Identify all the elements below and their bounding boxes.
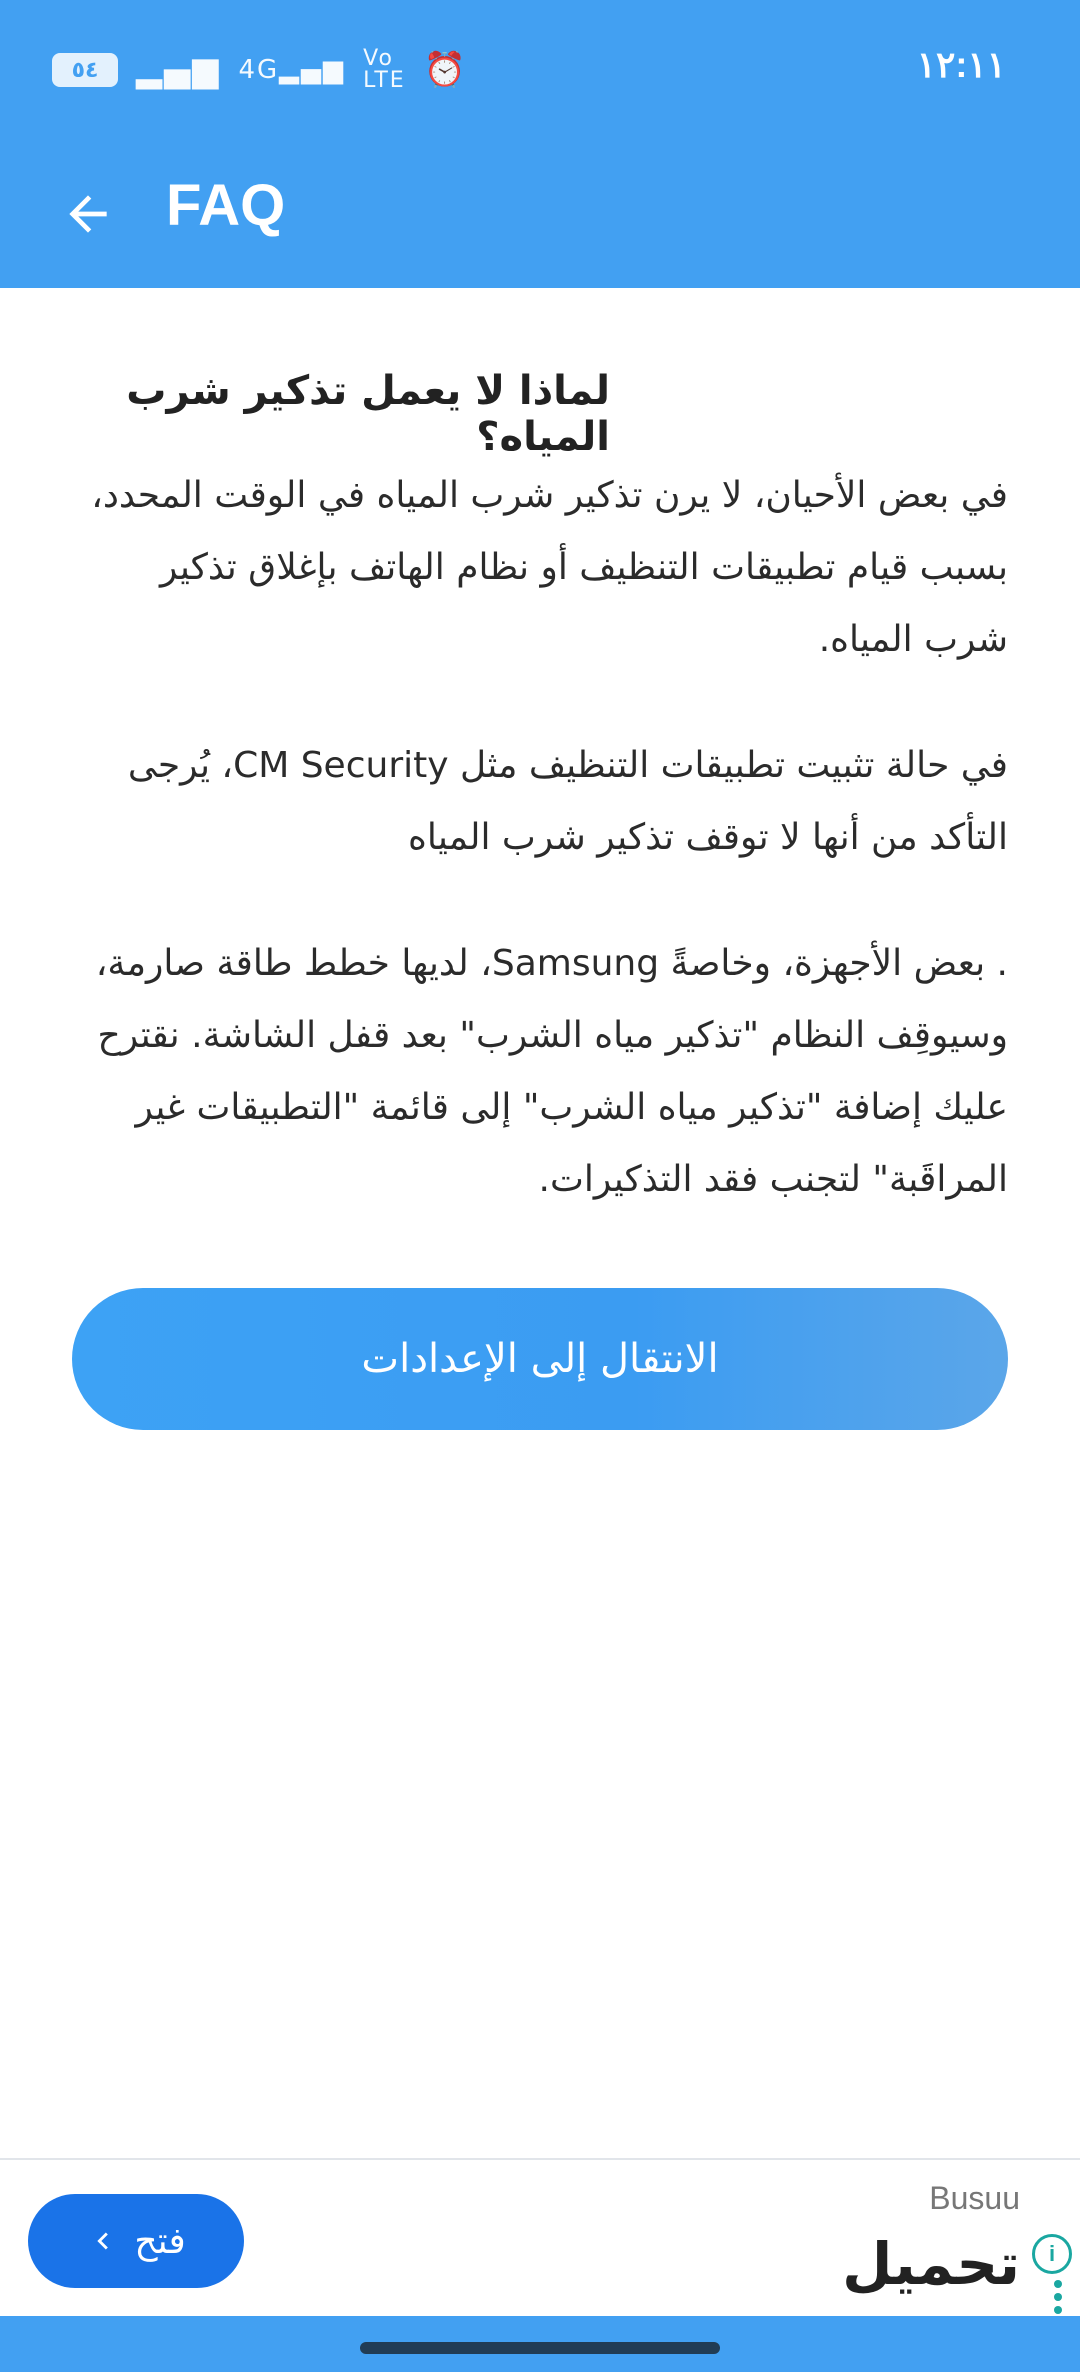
ad-brand: Busuu xyxy=(929,2180,1020,2216)
go-to-settings-button[interactable] xyxy=(72,1288,1008,1430)
back-button[interactable] xyxy=(52,178,124,250)
info-icon[interactable]: i xyxy=(1032,2234,1072,2274)
status-bar xyxy=(0,0,1080,140)
go-to-settings-label: الانتقال إلى الإعدادات xyxy=(361,1336,719,1382)
ad-banner[interactable] xyxy=(0,2158,1080,2318)
more-dot xyxy=(1054,2280,1062,2288)
battery-level: ٥٤ xyxy=(71,57,99,83)
more-dot xyxy=(1054,2306,1062,2314)
faq-paragraph-3: . بعض الأجهزة، وخاصةً Samsung، لديها خطط طاقة صارمة، وسيوقِف النظام "تذكير مياه الشرب" بعد قفل الشاشة. نقترح عليك إضافة "تذكير مياه الشرب" إلى قائمة "التطبيقات غير المراقَبة" لتجنب فقد التذكيرات. xyxy=(95,943,1008,1200)
app-bar xyxy=(0,140,1080,288)
4g-signal-icon: 4G▂▄▆ xyxy=(238,55,346,85)
ad-open-button[interactable] xyxy=(28,2194,244,2288)
more-vert-icon[interactable] xyxy=(1054,2280,1062,2314)
battery-icon xyxy=(52,53,118,87)
system-nav-bar xyxy=(0,2316,1080,2372)
alarm-icon: ⏰ xyxy=(423,50,469,90)
volte-icon: Vo LTE xyxy=(363,46,406,93)
status-icons xyxy=(52,48,468,92)
top-bar xyxy=(0,0,1080,288)
arrow-left-icon xyxy=(60,186,116,242)
faq-paragraph-2: في حالة تثبيت تطبيقات التنظيف مثل CM Security، يُرجى التأكد من أنها لا توقف تذكير شرب المياه xyxy=(127,745,1008,858)
page-title: FAQ xyxy=(166,173,286,238)
home-indicator[interactable] xyxy=(360,2342,720,2354)
signal-icon: ▂▄▆ xyxy=(136,50,221,90)
ad-cta[interactable]: تحميل xyxy=(842,2230,1020,2298)
chevron-left-icon xyxy=(86,2224,120,2258)
more-dot xyxy=(1054,2293,1062,2301)
ad-open-label: فتح xyxy=(134,2220,186,2262)
faq-question: لماذا لا يعمل تذكير شرب المياه؟ xyxy=(126,368,610,460)
status-time: ١٢:١١ xyxy=(916,44,1006,85)
faq-paragraph-1: في بعض الأحيان، لا يرن تذكير شرب المياه في الوقت المحدد، بسبب قيام تطبيقات التنظيف أو نظام الهاتف بإغلاق تذكير شرب المياه. xyxy=(91,475,1008,660)
